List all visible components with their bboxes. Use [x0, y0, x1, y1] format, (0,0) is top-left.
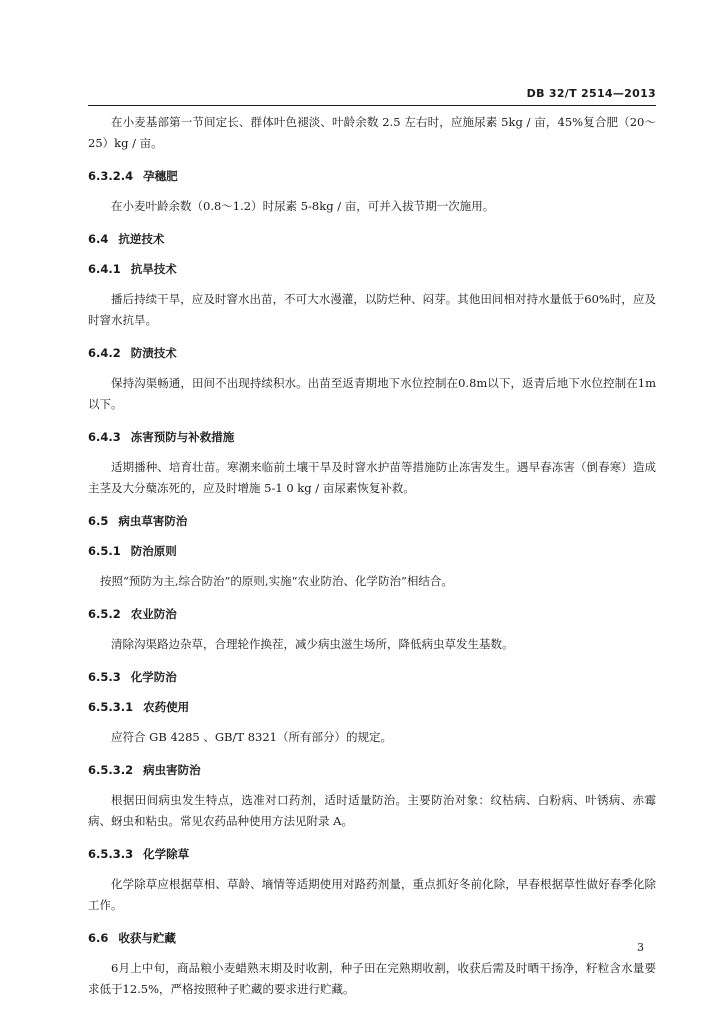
paragraph-harvest-storage: 6月上中旬，商品粮小麦蜡熟末期及时收割，种子田在完熟期收割，收获后需及时晒干扬净，籽粒含水量要求低于12.5%，严格按照种子贮藏的要求进行贮藏。 — [88, 961, 656, 996]
section-number: 6.5.3.2 — [88, 763, 134, 777]
paragraph-agricultural-control: 清除沟渠路边杂草，合理轮作换茬，减少病虫滋生场所，降低病虫草发生基数。 — [111, 637, 514, 651]
section-title: 抗旱技术 — [130, 262, 177, 276]
paragraph-frost-prevention: 适期播种、培育壮苗。寒潮来临前土壤干旱及时窨水护苗等措施防止冻害发生。遇早春冻害（倒春寒）造成主茎及大分蘖冻死的，应及时增施 5-1 0 kg / 亩尿素恢复补救。 — [88, 460, 656, 495]
page-number: 3 — [637, 941, 644, 954]
heading-6-6 — [88, 928, 656, 948]
heading-6-4-3 — [88, 427, 656, 447]
section-title: 抗逆技术 — [118, 232, 165, 246]
section-number: 6.3.2.4 — [88, 169, 134, 183]
section-number: 6.4.1 — [88, 262, 121, 276]
section-number: 6.5.3.3 — [88, 847, 134, 861]
section-number: 6.5.2 — [88, 607, 121, 621]
section-number: 6.4 — [88, 232, 109, 246]
document-code: DB 32/T 2514—2013 — [526, 87, 656, 100]
paragraph-chemical-weeding: 化学除草应根据草相、草龄、墒情等适期使用对路药剂量，重点抓好冬前化除，早春根据草性做好春季化除工作。 — [88, 877, 656, 912]
heading-6-5-3-3 — [88, 844, 656, 864]
section-title: 病虫草害防治 — [118, 514, 188, 528]
heading-6-4-1 — [88, 259, 656, 279]
paragraph-control-principle: 按照“预防为主,综合防治”的原则,实施“农业防治、化学防治”相结合。 — [100, 574, 453, 588]
heading-6-5 — [88, 511, 656, 531]
heading-6-3-2-4 — [88, 166, 656, 186]
heading-6-4-2 — [88, 343, 656, 363]
heading-6-5-2 — [88, 604, 656, 624]
heading-6-4 — [88, 229, 656, 249]
heading-6-5-1 — [88, 541, 656, 561]
paragraph-drought-resistance: 播后持续干旱，应及时窨水出苗，不可大水漫灌，以防烂种、闷芽。其他田间相对持水量低于60%时，应及时窨水抗旱。 — [88, 292, 656, 327]
section-title: 化学除草 — [143, 847, 190, 861]
section-title: 病虫害防治 — [143, 763, 201, 777]
paragraph-pest-disease-control: 根据田间病虫发生特点，选准对口药剂，适时适量防治。主要防治对象：纹枯病、白粉病、叶锈病、赤霉病、蚜虫和粘虫。常见农药品种使用方法见附录 A。 — [88, 793, 656, 828]
section-number: 6.6 — [88, 931, 109, 945]
paragraph-booting-fertilizer: 在小麦叶龄余数（0.8～1.2）时尿素 5-8kg / 亩，可并入拔节期一次施用。 — [111, 199, 495, 213]
paragraph-pesticide-use: 应符合 GB 4285 、GB/T 8321（所有部分）的规定。 — [111, 730, 392, 744]
heading-6-5-3-2 — [88, 760, 656, 780]
section-title: 化学防治 — [130, 670, 177, 684]
section-number: 6.4.3 — [88, 430, 121, 444]
header-rule — [88, 105, 656, 106]
section-number: 6.5.1 — [88, 544, 121, 558]
section-number: 6.4.2 — [88, 346, 121, 360]
section-title: 防治原则 — [130, 544, 177, 558]
section-number: 6.5.3 — [88, 670, 121, 684]
section-number: 6.5 — [88, 514, 109, 528]
section-title: 农业防治 — [130, 607, 177, 621]
section-title: 收获与贮藏 — [118, 931, 176, 945]
section-title: 孕穗肥 — [143, 169, 178, 183]
heading-6-5-3-1 — [88, 697, 656, 717]
paragraph-waterlogging-prevention: 保持沟渠畅通，田间不出现持续积水。出苗至返青期地下水位控制在0.8m以下，返青后地下水位控制在1m以下。 — [88, 376, 656, 411]
section-title: 冻害预防与补救措施 — [130, 430, 235, 444]
section-title: 农药使用 — [143, 700, 190, 714]
section-number: 6.5.3.1 — [88, 700, 134, 714]
paragraph-topdressing: 在小麦基部第一节间定长、群体叶色褪淡、叶龄余数 2.5 左右时，应施尿素 5kg / 亩，45%复合肥（20～25）kg / 亩。 — [88, 115, 656, 150]
document-body — [88, 112, 656, 1000]
heading-6-5-3 — [88, 667, 656, 687]
section-title: 防渍技术 — [130, 346, 177, 360]
